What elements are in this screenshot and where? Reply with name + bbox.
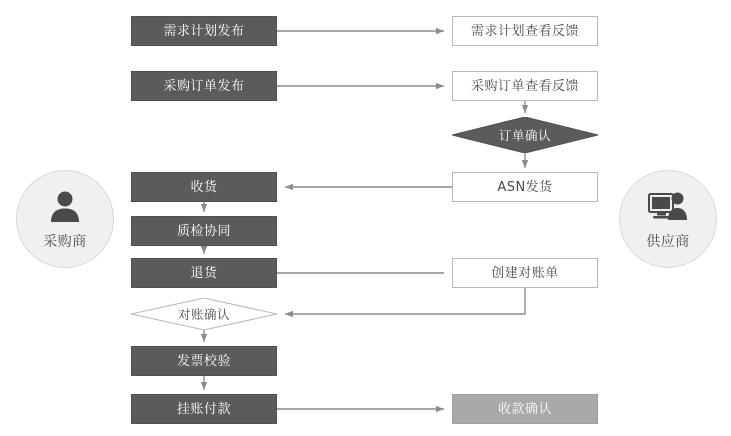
node-label: 收款确认	[497, 401, 552, 417]
node-label: 发票校验	[176, 353, 231, 369]
node-label: ASN发货	[497, 179, 553, 195]
node-receive-goods[interactable]	[131, 172, 277, 202]
node-return-goods[interactable]	[131, 258, 277, 288]
actor-buyer-label: 采购商	[43, 234, 87, 250]
decision-statement-confirm[interactable]	[131, 298, 277, 330]
decision-label: 订单确认	[498, 128, 551, 143]
node-create-statement[interactable]	[452, 258, 598, 288]
node-label: 收货	[190, 179, 218, 195]
node-label: 质检协同	[176, 223, 231, 239]
node-label: 退货	[190, 265, 218, 281]
decision-order-confirm[interactable]	[452, 117, 598, 153]
node-demand-plan-publish[interactable]	[131, 16, 277, 46]
node-label: 挂账付款	[176, 401, 231, 417]
node-label: 创建对账单	[491, 265, 559, 281]
node-label: 需求计划查看反馈	[470, 23, 579, 39]
node-receipt-confirm[interactable]	[452, 394, 598, 424]
node-demand-plan-view[interactable]	[452, 16, 598, 46]
node-po-publish[interactable]	[131, 71, 277, 101]
actor-supplier-label: 供应商	[646, 234, 690, 250]
actor-supplier	[619, 170, 717, 268]
person-icon	[45, 187, 85, 227]
actor-buyer	[16, 170, 114, 268]
node-payment-post[interactable]	[131, 394, 277, 424]
node-invoice-verify[interactable]	[131, 346, 277, 376]
person-computer-icon	[646, 187, 690, 227]
edge-statement-to-confirm	[285, 288, 525, 314]
node-label: 需求计划发布	[163, 23, 245, 39]
node-po-view[interactable]	[452, 71, 598, 101]
node-label: 采购订单查看反馈	[470, 78, 579, 94]
node-label: 采购订单发布	[163, 78, 245, 94]
node-quality-check[interactable]	[131, 216, 277, 246]
decision-label: 对账确认	[177, 307, 230, 322]
node-asn-ship[interactable]	[452, 172, 598, 202]
